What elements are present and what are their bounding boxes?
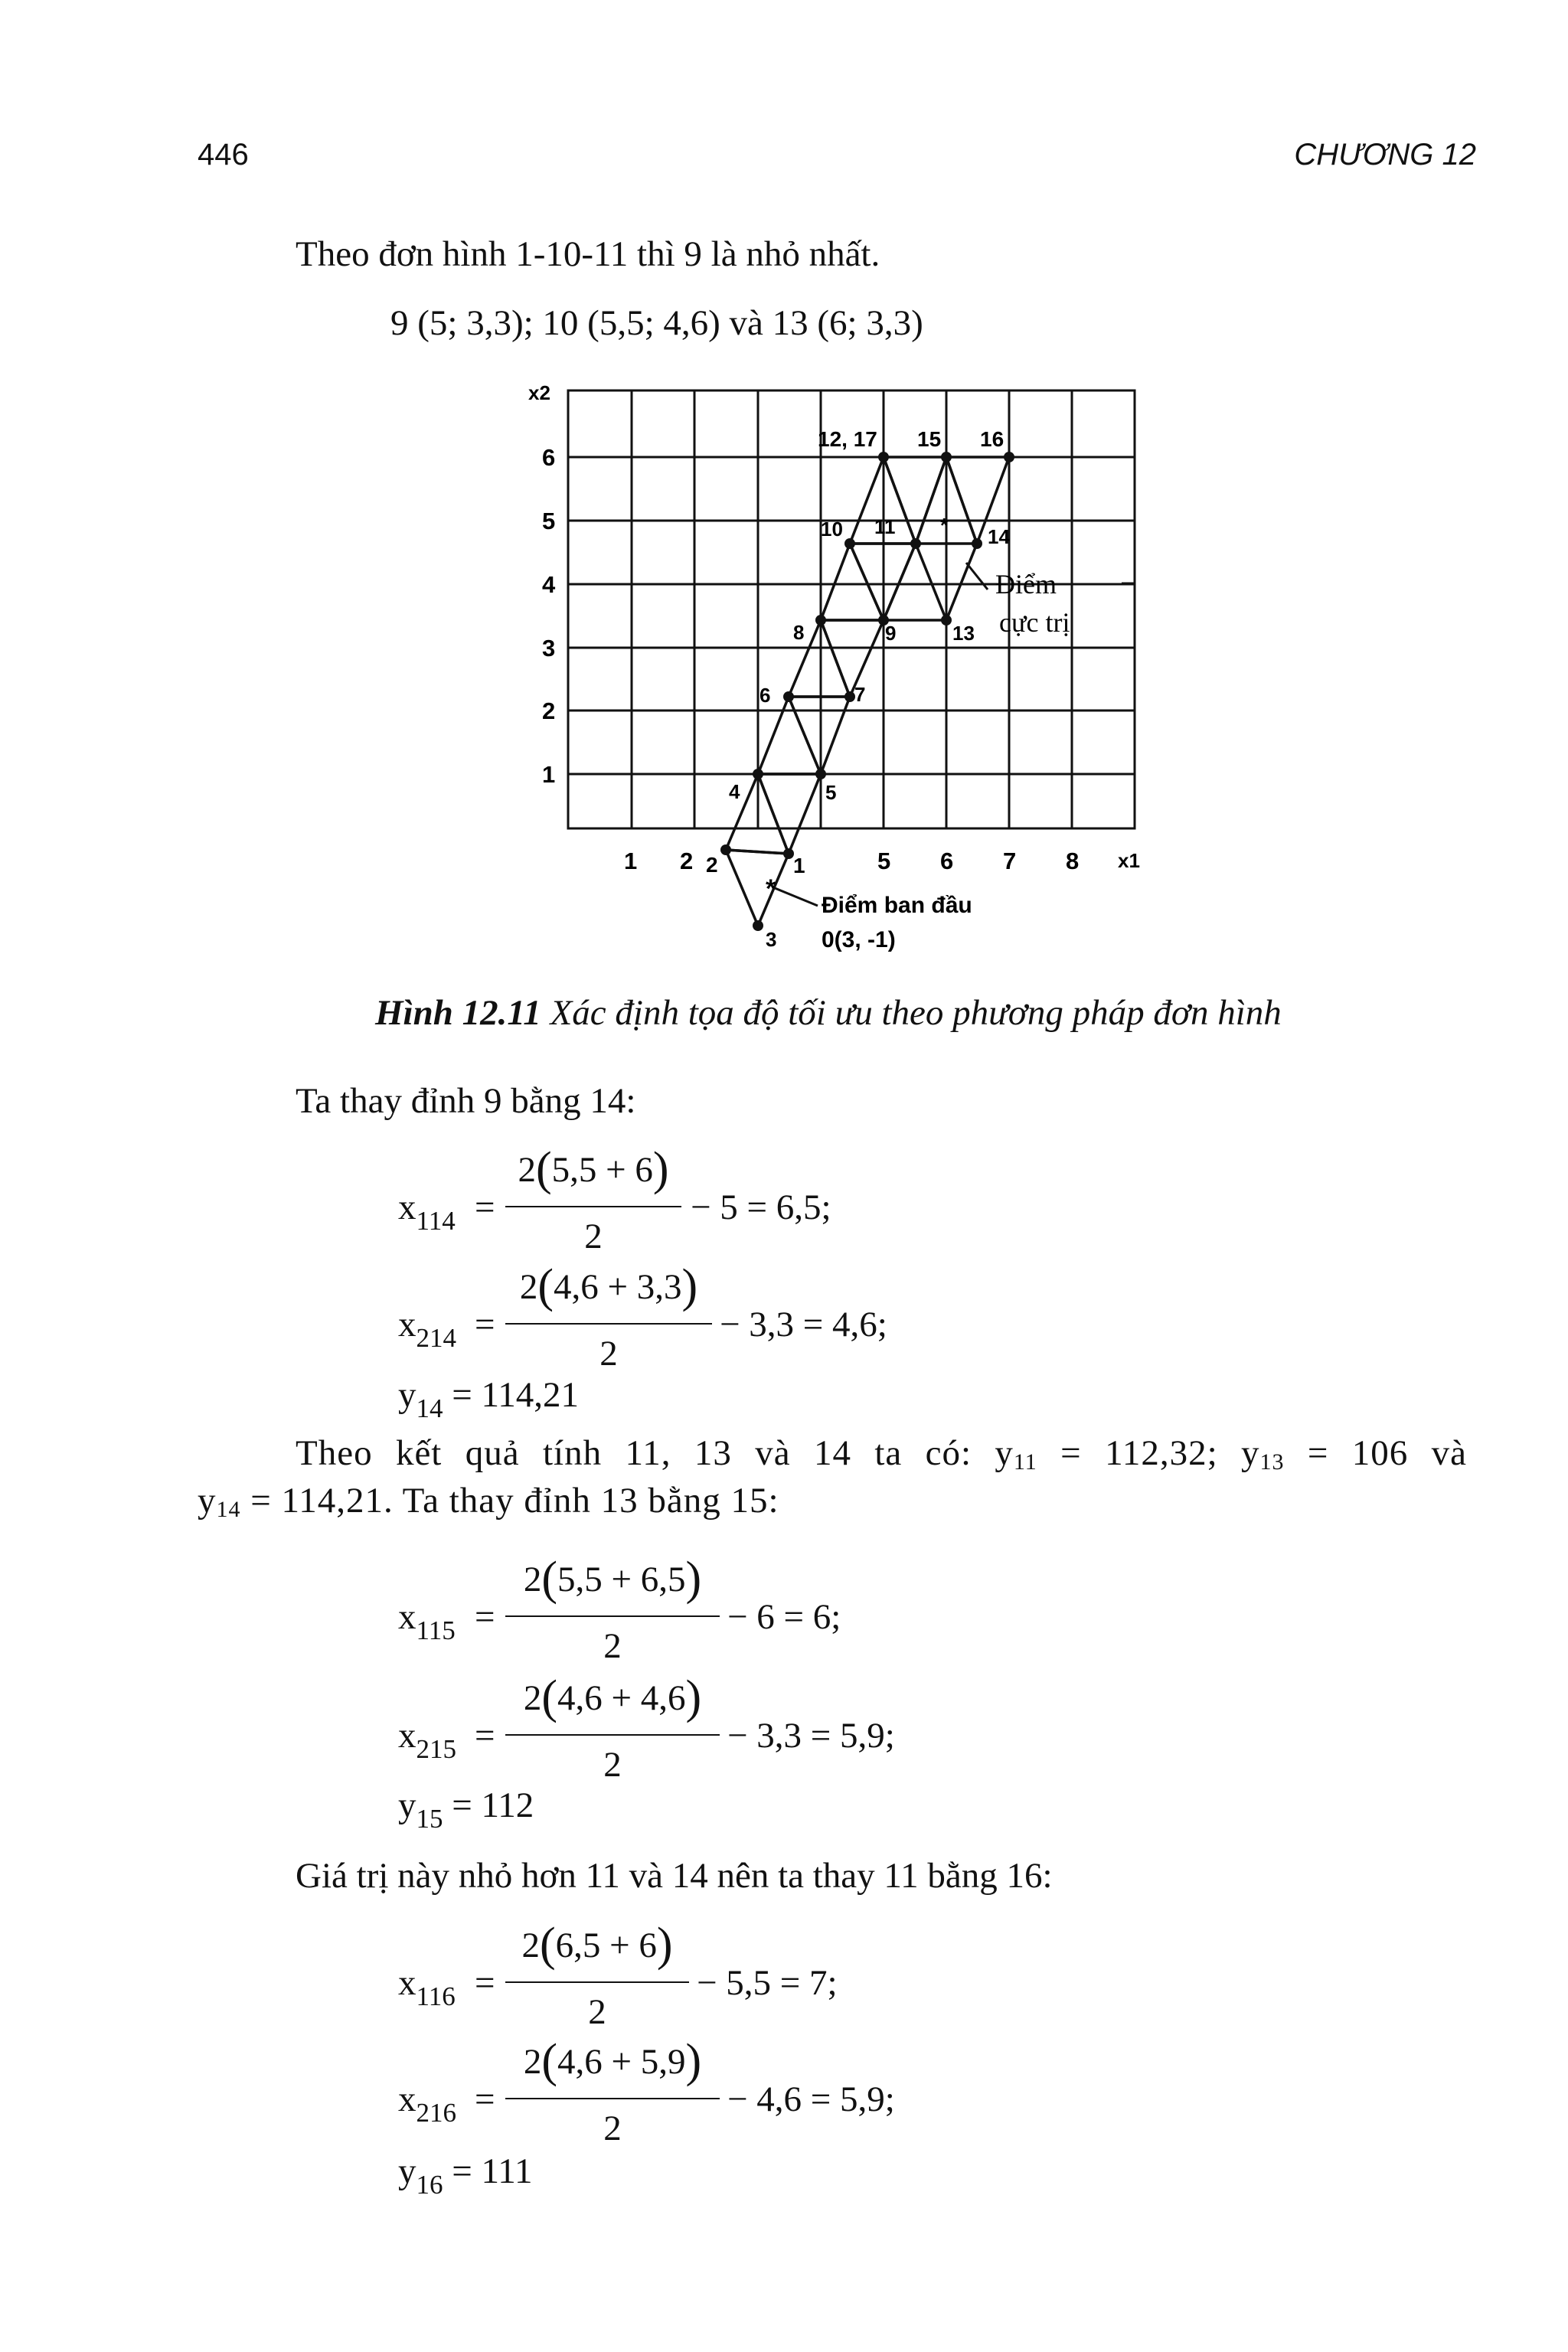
y-tick: 6 [542, 444, 556, 471]
x-tick: 5 [877, 848, 891, 874]
para-replace-11: Giá trị này nhỏ hơn 11 và 14 nên ta thay 11 bằng 16: [296, 1856, 1053, 1896]
eq-num-sum: 4,6 + 4,6 [557, 1678, 686, 1718]
caption-text: Xác định tọa độ tối ưu theo phương pháp đơn hình [541, 993, 1282, 1033]
eq-rhs: = 111 [452, 2151, 533, 2191]
para-replace-9: Ta thay đỉnh 9 bằng 14: [296, 1081, 636, 1121]
extremum-star-icon: * [940, 514, 949, 537]
eq-num-sum: 4,6 + 3,3 [553, 1267, 682, 1307]
eq-lhs: y [398, 1375, 416, 1415]
y-tick: 2 [542, 697, 556, 724]
equation-x214: $x_{214}$ = 2(4,6 + 3,3) 2 − 3,3 = 4,6; [398, 1262, 980, 1392]
start-label: 0(3, -1) [822, 927, 896, 952]
point-label: 4 [729, 780, 740, 803]
eq-lhs: y [398, 2151, 416, 2191]
figure-caption [375, 992, 1282, 1034]
eq-rhs: = 112 [452, 1785, 534, 1825]
eq-num-factor: 2 [521, 1926, 540, 1965]
eq-lhs: x [398, 1597, 416, 1637]
eq-num-sum: 5,5 + 6 [551, 1150, 653, 1190]
page-number: 446 [198, 138, 249, 172]
vertex-10 [844, 538, 855, 549]
x-axis-label: x1 [1118, 849, 1140, 872]
vertex-12-17 [878, 452, 889, 462]
eq-num-factor: 2 [523, 2042, 542, 2082]
eq-sub: 216 [416, 2098, 456, 2128]
vertex-14 [972, 538, 982, 549]
point-label: 10 [821, 518, 843, 541]
intro-line-2: 9 (5; 3,3); 10 (5,5; 4,6) và 13 (6; 3,3) [390, 303, 923, 343]
extremum-label: Điểm [995, 569, 1057, 599]
eq-den: 2 [599, 1334, 618, 1374]
vertex-4 [753, 769, 763, 779]
vertex-5 [815, 769, 826, 779]
eq-sub: 15 [416, 1804, 443, 1834]
point-label: 9 [885, 622, 897, 645]
x-tick: 7 [1003, 848, 1017, 874]
extremum-leader-line [966, 563, 988, 590]
point-label: 11 [874, 515, 896, 538]
vertex-11 [910, 538, 921, 549]
eq-rhs: − 3,3 = 5,9; [727, 1716, 895, 1756]
vertex-15 [941, 452, 952, 462]
point-label: 3 [766, 928, 777, 951]
point-label: 14 [988, 525, 1010, 548]
eq-rhs: − 3,3 = 4,6; [720, 1305, 887, 1344]
eq-lhs: x [398, 2079, 416, 2119]
point-label: 15 [917, 427, 942, 451]
vertex-3 [753, 920, 763, 931]
eq-lhs: x [398, 1305, 416, 1344]
equation-y15 [398, 1782, 534, 1842]
eq-num-sum: 5,5 + 6,5 [557, 1560, 686, 1599]
start-label: Điểm ban đầu [822, 893, 972, 918]
equation-y16 [398, 2148, 533, 2208]
point-label: 5 [825, 781, 837, 804]
eq-num-sum: 4,6 + 5,9 [557, 2042, 686, 2082]
point-label: 2 [706, 853, 718, 877]
eq-rhs: − 4,6 = 5,9; [727, 2079, 895, 2119]
simplex-figure [490, 375, 1164, 957]
intro-line-1: Theo đơn hình 1-10-11 thì 9 là nhỏ nhất. [296, 234, 880, 274]
para-results-line2: $y_{14} = 114,21$. Ta thay đỉnh 13 bằng 15: [198, 1481, 779, 1522]
eq-num-factor: 2 [523, 1678, 542, 1718]
start-leader-line [775, 888, 818, 906]
y-tick: 1 [542, 761, 556, 788]
eq-den: 2 [584, 1217, 603, 1256]
eq-rhs: − 6 = 6; [727, 1597, 841, 1637]
point-label: 1 [793, 854, 805, 877]
caption-number: Hình 12.11 [375, 993, 541, 1033]
x-tick: 8 [1066, 848, 1080, 874]
vertex-1 [783, 848, 794, 859]
y-tick: 5 [542, 508, 556, 534]
point-label: 13 [952, 622, 975, 645]
eq-lhs: y [398, 1785, 416, 1825]
equation-x114: $x_{114}$ = 2(5,5 + 6) 2 − 5 = 6,5; [398, 1145, 934, 1275]
eq-num-factor: 2 [519, 1267, 538, 1307]
eq-rhs: − 5 = 6,5; [691, 1187, 831, 1227]
start-star-icon: * [766, 874, 776, 903]
eq-den: 2 [603, 2109, 622, 2148]
y-tick: 4 [542, 571, 556, 598]
point-label: 16 [980, 427, 1004, 451]
point-label: 12, 17 [818, 427, 877, 451]
eq-lhs: x [398, 1963, 416, 2003]
x-tick: 2 [680, 848, 694, 874]
point-label: 7 [854, 683, 866, 706]
eq-den: 2 [588, 1992, 606, 2032]
vertex-2 [720, 844, 731, 855]
para-results-line1: Theo kết quả tính 11, 13 và 14 ta có: $y_{11} = 112,32$; $y_{13} = 106$ và [296, 1433, 1468, 1475]
eq-sub: 16 [416, 2170, 443, 2200]
y-axis-label: x2 [528, 381, 550, 404]
equation-y14 [398, 1372, 579, 1432]
vertex-13 [941, 615, 952, 626]
point-label: 8 [793, 621, 805, 644]
y-tick: 3 [542, 635, 556, 662]
eq-lhs: x [398, 1716, 416, 1756]
x-tick: 1 [624, 848, 638, 874]
point-label: 6 [760, 684, 771, 707]
equation-x115: $x_{115}$ = 2(5,5 + 6,5) 2 − 6 = 6; [398, 1554, 980, 1684]
eq-rhs: − 5,5 = 7; [697, 1963, 838, 2003]
equation-x215: $x_{215}$ = 2(4,6 + 4,6) 2 − 3,3 = 5,9; [398, 1673, 980, 1803]
eq-rhs: = 114,21 [452, 1375, 580, 1415]
eq-den: 2 [603, 1745, 622, 1785]
eq-sub: 14 [416, 1393, 443, 1423]
chapter-title: CHƯƠNG 12 [1294, 138, 1476, 172]
vertex-16 [1004, 452, 1014, 462]
vertex-8 [815, 615, 826, 626]
eq-sub: 214 [416, 1323, 456, 1353]
eq-den: 2 [603, 1626, 622, 1666]
eq-num-factor: 2 [523, 1560, 542, 1599]
eq-num-sum: 6,5 + 6 [555, 1926, 657, 1965]
eq-sub: 116 [416, 1981, 456, 2011]
vertex-6 [783, 691, 794, 702]
eq-sub: 215 [416, 1734, 456, 1764]
eq-num-factor: 2 [518, 1150, 536, 1190]
eq-lhs: x [398, 1187, 416, 1227]
x-tick: 6 [940, 848, 954, 874]
vertex-7 [844, 691, 855, 702]
eq-sub: 115 [416, 1615, 456, 1645]
eq-sub: 114 [416, 1206, 456, 1236]
equation-x116: $x_{116}$ = 2(6,5 + 6) 2 − 5,5 = 7; [398, 1920, 949, 2050]
equation-x216: $x_{216}$ = 2(4,6 + 5,9) 2 − 4,6 = 5,9; [398, 2037, 980, 2167]
extremum-label: cực trị [999, 607, 1070, 638]
